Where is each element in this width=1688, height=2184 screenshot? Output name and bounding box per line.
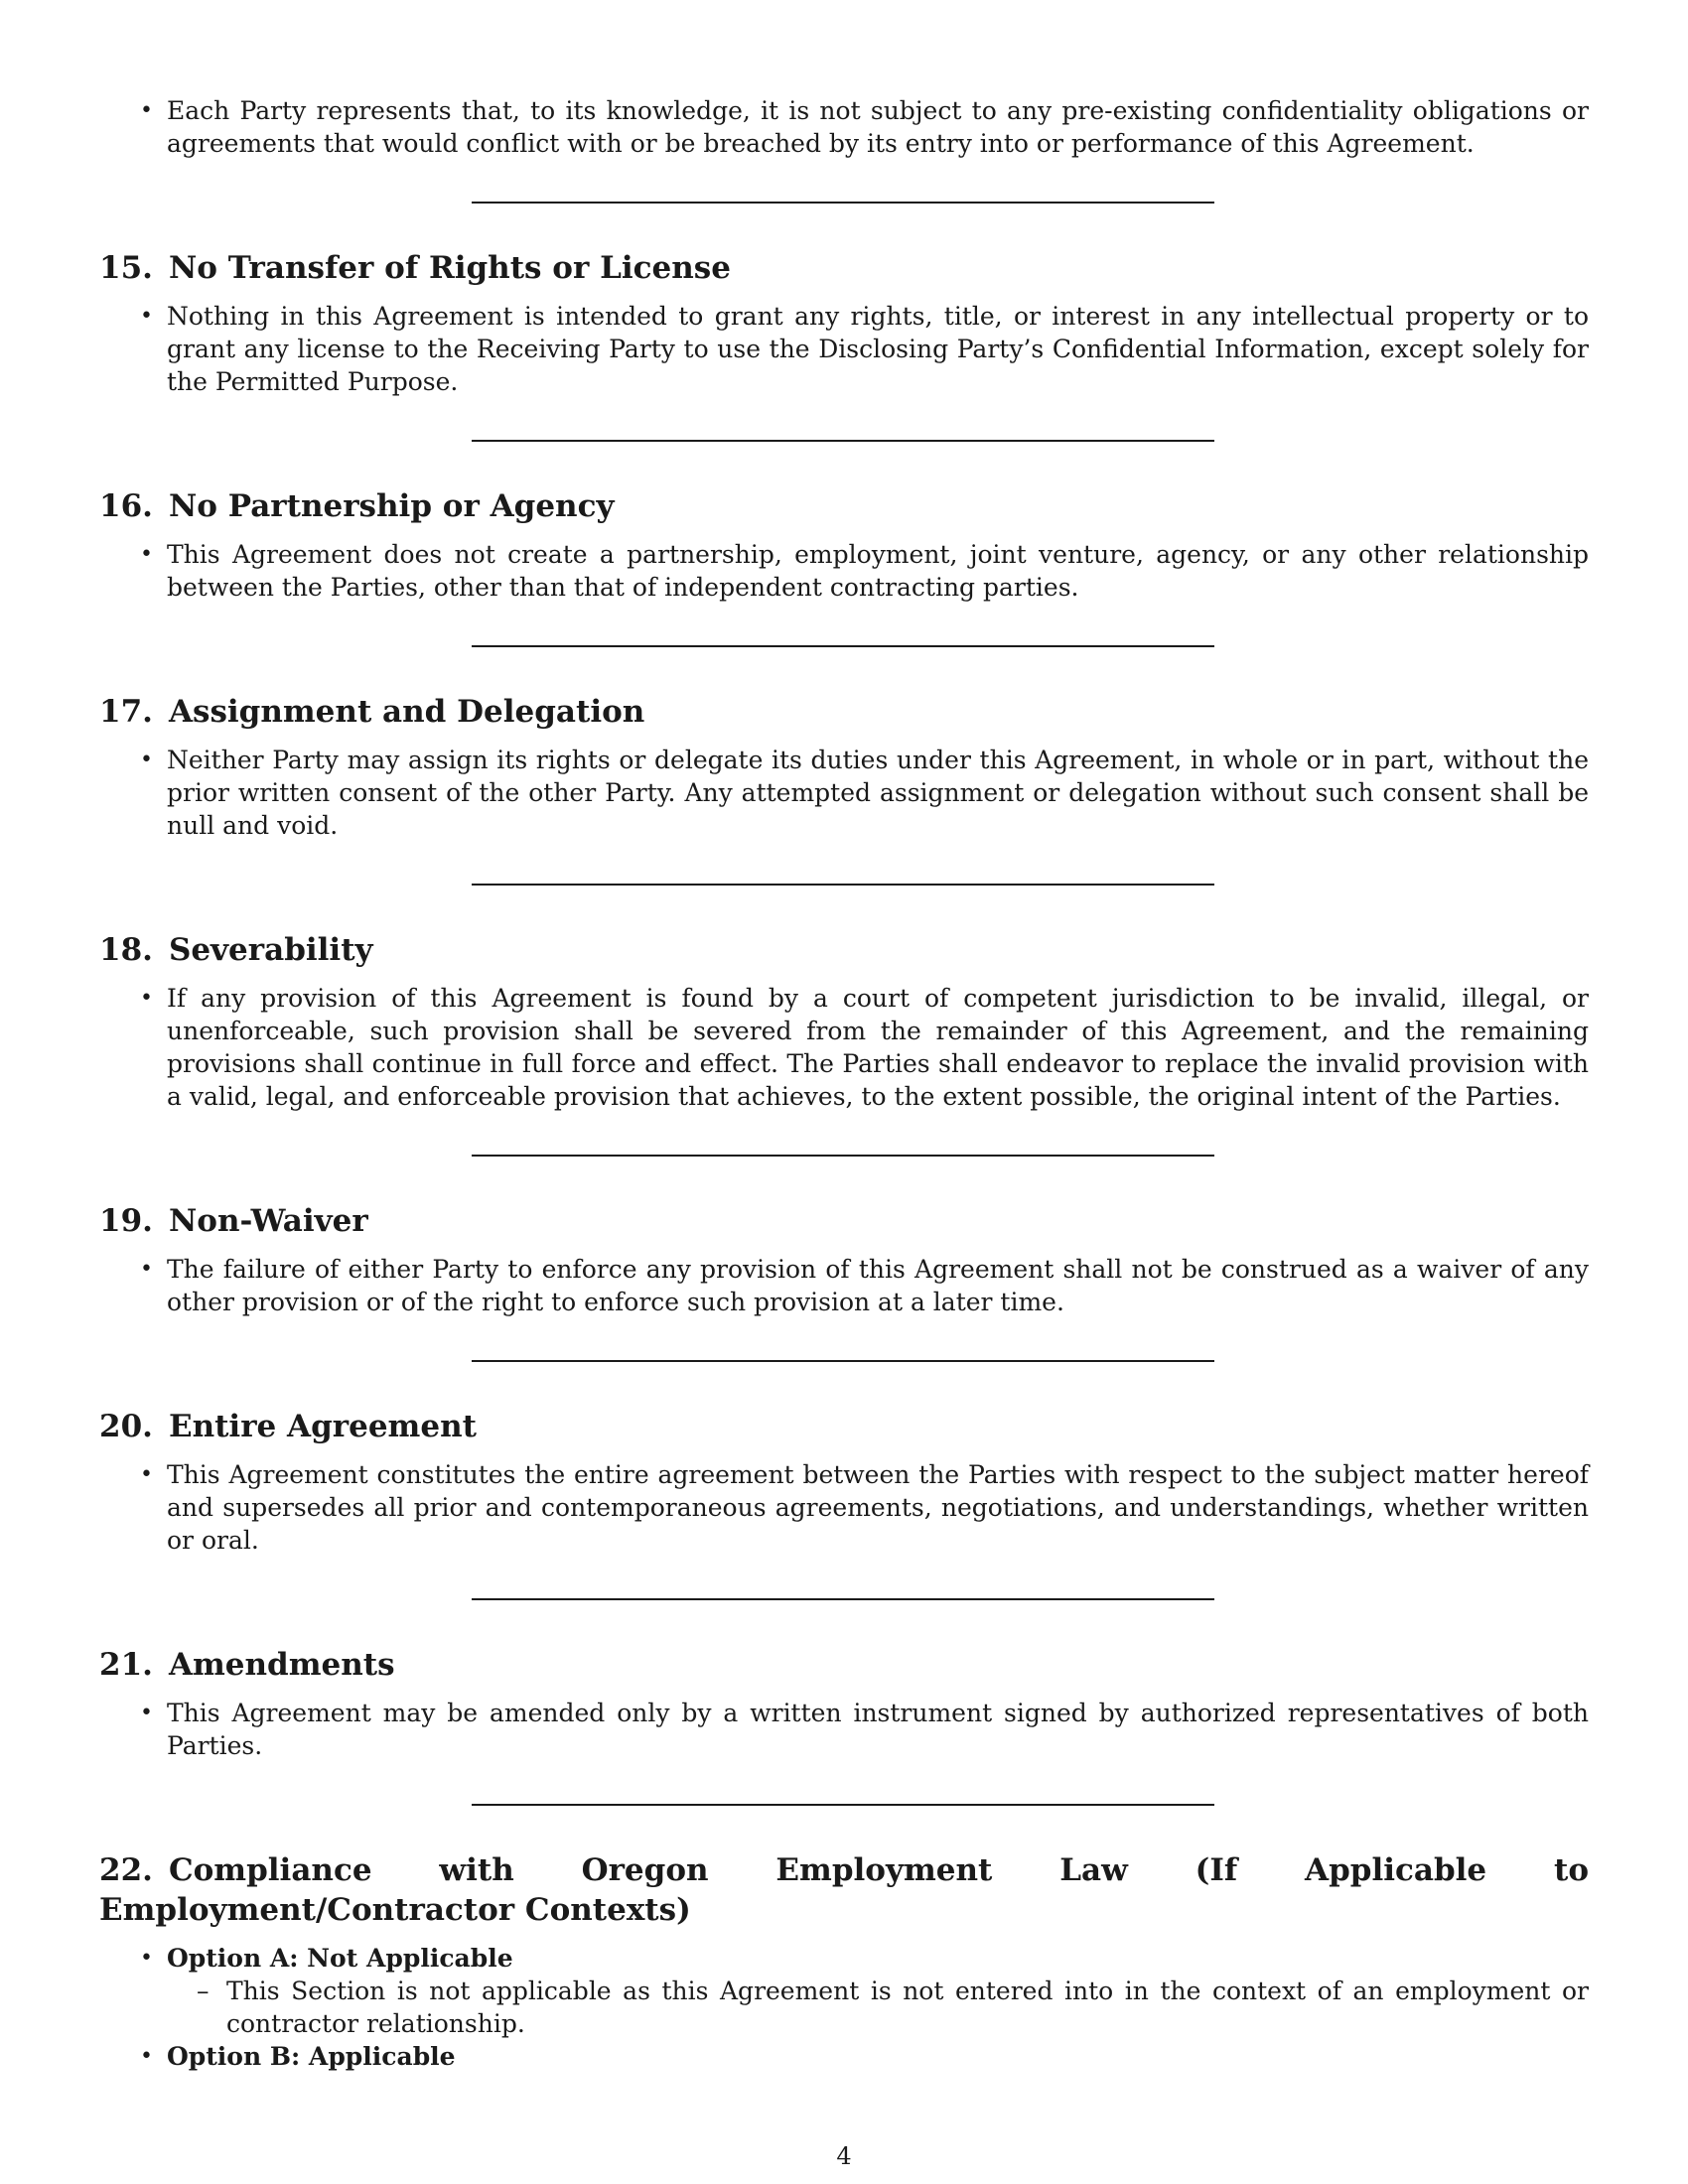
section-19-title xyxy=(99,1201,1589,1241)
section-18-title xyxy=(99,930,1589,970)
option-a-text: – This Section is not applicable as this Agreement is not entered into in the context of an employment or contractor relationship. xyxy=(226,1975,1589,2040)
section-20-title xyxy=(99,1407,1589,1446)
option-b-item xyxy=(167,2040,1589,2073)
section-18-bullet: • If any provision of this Agreement is found by a court of competent jurisdiction to be invalid, illegal, or unenforceable, such provision shall be severed from the remainder of this Agreement, and the remaining provisions shall continue in full force and effect. The Parties shall endeavor to replace the invalid provision with a valid, legal, and enforceable provision that achieves, to the extent possible, the original intent of the Parties. xyxy=(167,982,1589,1113)
section-heading: Amendments xyxy=(168,1647,395,1683)
section-number: 18. xyxy=(99,932,153,968)
section-number: 17. xyxy=(99,694,153,730)
section-19-bullet: • The failure of either Party to enforce any provision of this Agreement shall not be construed as a waiver of any other provision or of the right to enforce such provision at a later time. xyxy=(167,1253,1589,1318)
option-a-sublist xyxy=(167,1975,1589,2040)
section-18-list xyxy=(99,982,1589,1113)
section-heading: Non-Waiver xyxy=(168,1203,368,1239)
option-a-item xyxy=(167,1942,1589,2040)
section-number: 22. xyxy=(99,1852,153,1888)
section-divider xyxy=(472,440,1214,442)
section-divider xyxy=(472,1804,1214,1806)
page-number: 4 xyxy=(836,2142,852,2170)
section-number: 21. xyxy=(99,1647,153,1683)
section-20-list xyxy=(99,1458,1589,1557)
section-heading: No Partnership or Agency xyxy=(168,488,615,524)
option-a-label: Option A: Not Applicable xyxy=(167,1944,513,1973)
section-19-list xyxy=(99,1253,1589,1318)
section-heading: No Transfer of Rights or License xyxy=(168,250,731,286)
section-number: 15. xyxy=(99,250,153,286)
section-divider xyxy=(472,1360,1214,1362)
section-17-list xyxy=(99,744,1589,842)
intro-bullet: • Each Party represents that, to its knowledge, it is not subject to any pre-existing confidentiality obligations or agreements that would conflict with or be breached by its entry into or performance of this Agreement. xyxy=(167,94,1589,160)
section-heading: Entire Agreement xyxy=(168,1409,477,1444)
section-17-title xyxy=(99,692,1589,732)
section-heading: Severability xyxy=(168,932,373,968)
section-divider xyxy=(472,202,1214,204)
section-divider xyxy=(472,1598,1214,1600)
section-15-title xyxy=(99,248,1589,288)
section-heading: Assignment and Delegation xyxy=(168,694,645,730)
section-divider xyxy=(472,1155,1214,1157)
section-22-list xyxy=(99,1942,1589,2073)
section-21-list xyxy=(99,1697,1589,1762)
section-17-bullet: • Neither Party may assign its rights or delegate its duties under this Agreement, in whole or in part, without the prior written consent of the other Party. Any attempted assignment or delegation without such consent shall be null and void. xyxy=(167,744,1589,842)
section-15-bullet: • Nothing in this Agreement is intended to grant any rights, title, or interest in any intellectual property or to grant any license to the Receiving Party to use the Disclosing Party’s Confidential Information, except solely for the Permitted Purpose. xyxy=(167,300,1589,398)
section-21-bullet: • This Agreement may be amended only by a written instrument signed by authorized representatives of both Parties. xyxy=(167,1697,1589,1762)
section-21-title xyxy=(99,1645,1589,1685)
section-16-bullet: • This Agreement does not create a partnership, employment, joint venture, agency, or any other relationship between the Parties, other than that of independent contracting parties. xyxy=(167,538,1589,604)
section-divider xyxy=(472,645,1214,647)
section-16-list xyxy=(99,538,1589,604)
intro-list xyxy=(99,94,1589,160)
section-heading: Compliance with Oregon Employment Law (If Applicable to Employment/Contractor Contexts) xyxy=(99,1852,1589,1928)
section-15-list xyxy=(99,300,1589,398)
section-number: 19. xyxy=(99,1203,153,1239)
section-number: 20. xyxy=(99,1409,153,1444)
option-b-label: Option B: Applicable xyxy=(167,2042,456,2071)
section-divider xyxy=(472,884,1214,886)
section-16-title xyxy=(99,486,1589,526)
section-20-bullet: • This Agreement constitutes the entire agreement between the Parties with respect to the subject matter hereof and supersedes all prior and contemporaneous agreements, negotiations, and understandings, whether written or oral. xyxy=(167,1458,1589,1557)
document-page xyxy=(99,94,1589,2073)
section-number: 16. xyxy=(99,488,153,524)
section-22-title xyxy=(99,1850,1589,1930)
